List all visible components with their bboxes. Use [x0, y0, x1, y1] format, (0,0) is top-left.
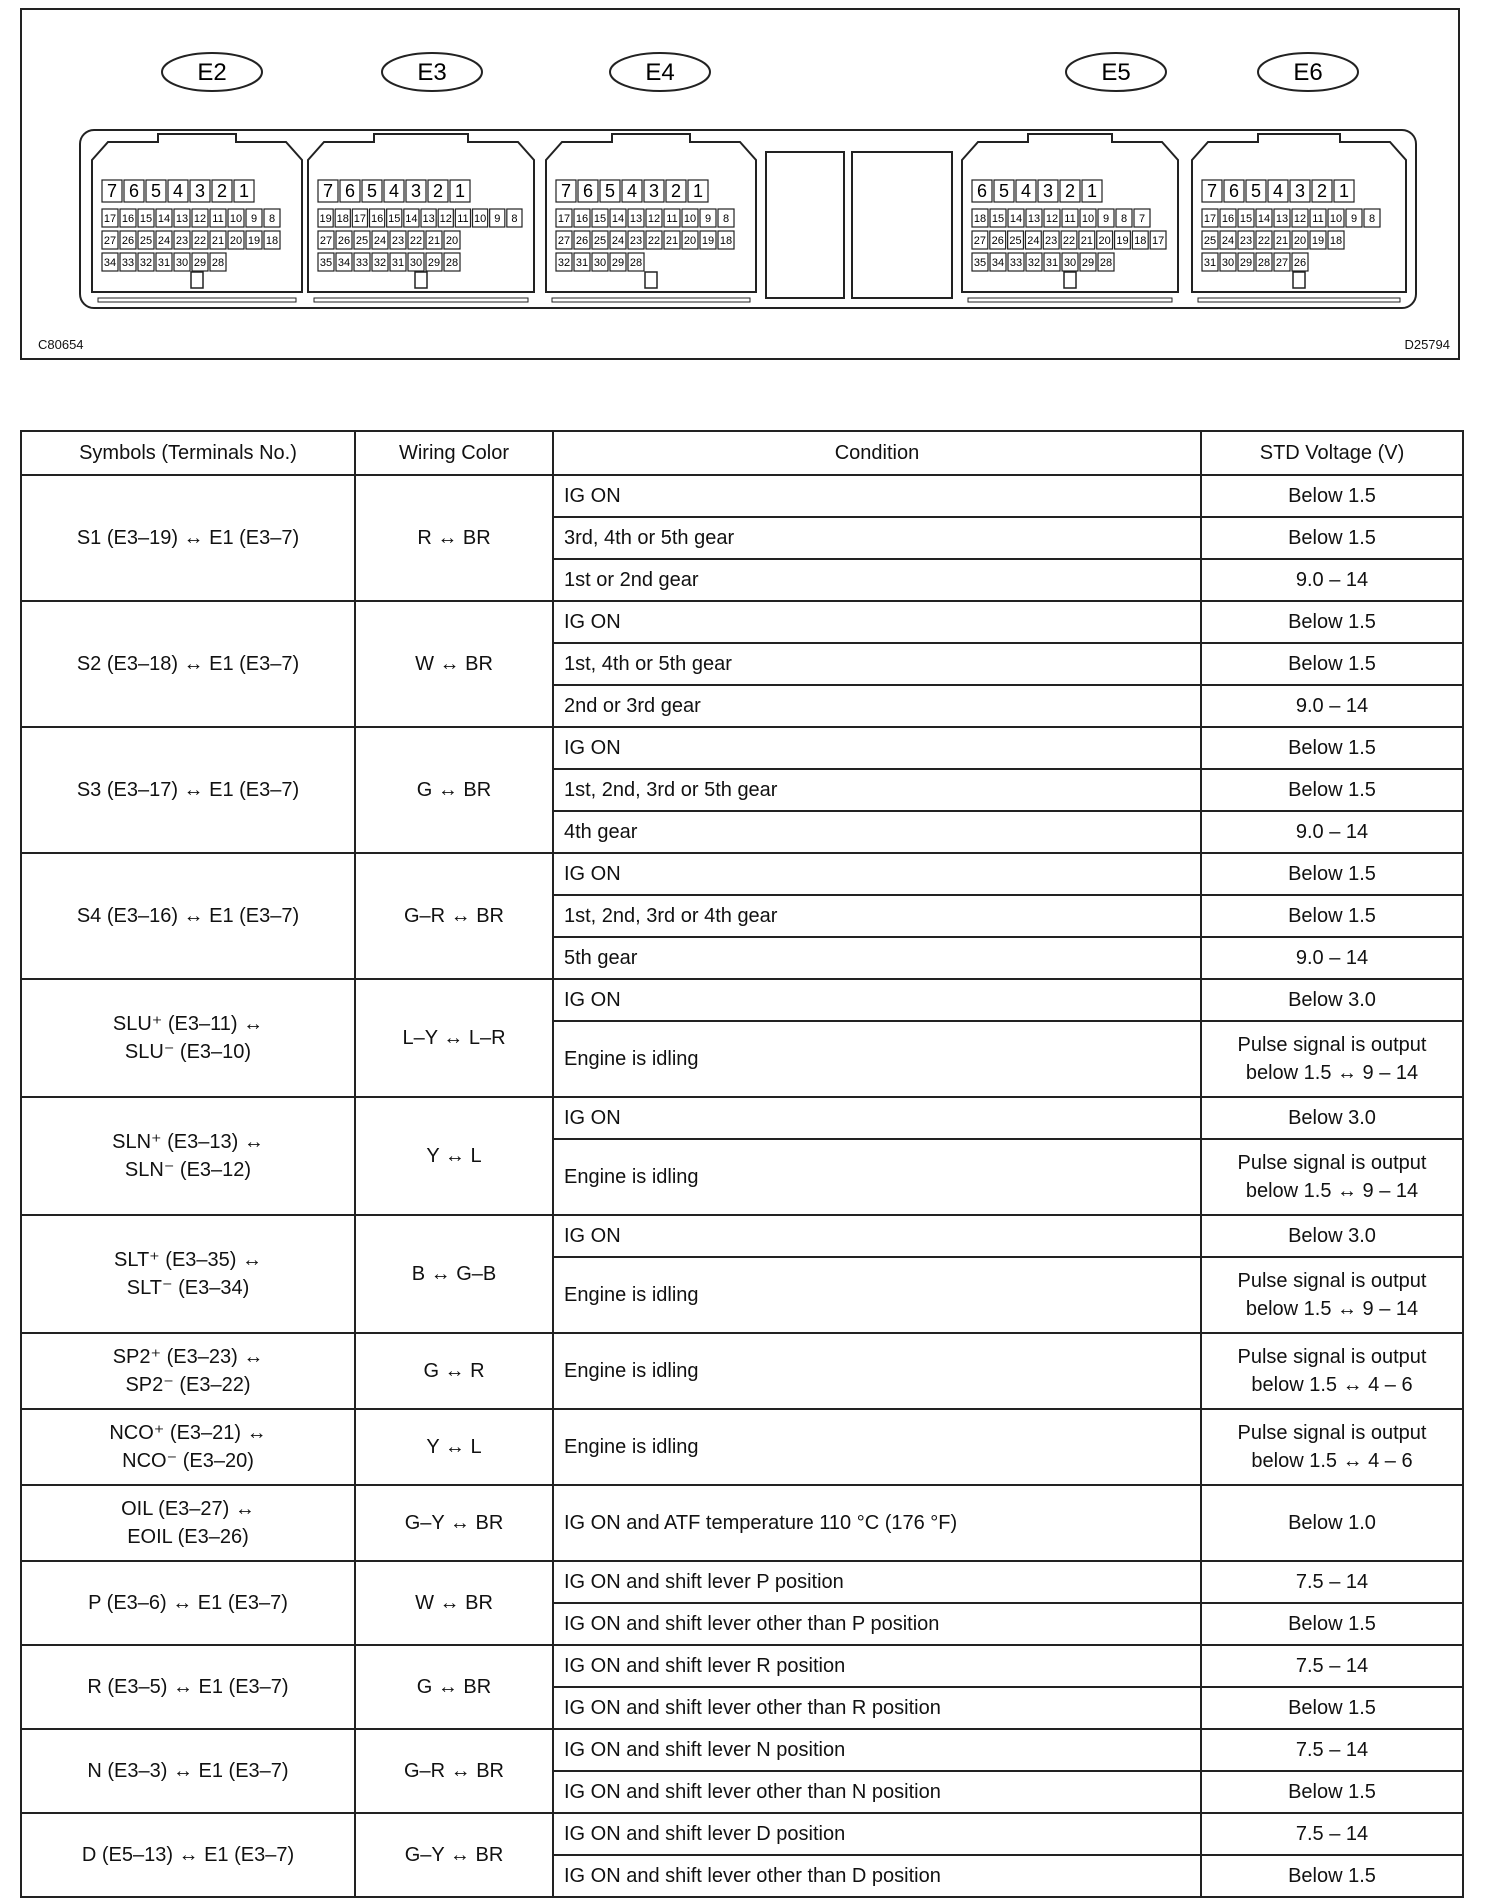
pin-number: 30: [175, 257, 189, 269]
pin-number: 17: [103, 213, 117, 225]
pin-number: 30: [1063, 257, 1077, 269]
pin-number: 28: [629, 257, 643, 269]
connector-label: E2: [197, 59, 227, 86]
pin-number: 35: [319, 257, 333, 269]
std-voltage-cell: 9.0 – 14: [1201, 685, 1463, 727]
pin-number: 34: [337, 257, 351, 269]
pin-number: 17: [1151, 235, 1165, 247]
std-voltage-cell: Below 3.0: [1201, 979, 1463, 1021]
pin-number: 14: [157, 213, 171, 225]
std-voltage-cell: Below 1.5: [1201, 1687, 1463, 1729]
pin-number: 5: [150, 181, 162, 201]
pin-number: 21: [665, 235, 679, 247]
connector-e5: [962, 53, 1178, 302]
table-row: [21, 1813, 1463, 1855]
condition-cell: IG ON and shift lever other than D position: [553, 1855, 1201, 1897]
empty-bay: [852, 152, 952, 298]
pin-number: 8: [1368, 213, 1376, 225]
pin-number: 33: [355, 257, 369, 269]
pin-number: 8: [511, 213, 518, 225]
wiring-color-cell: B ↔ G–B: [355, 1215, 553, 1333]
pin-number: 19: [1116, 235, 1129, 247]
condition-cell: IG ON: [553, 727, 1201, 769]
pin-number: 28: [445, 257, 459, 269]
pin-number: 32: [1027, 257, 1041, 269]
condition-cell: IG ON and shift lever N position: [553, 1729, 1201, 1771]
std-voltage-cell: Below 3.0: [1201, 1097, 1463, 1139]
pin-number: 4: [388, 181, 400, 201]
pin-number: 1: [454, 181, 466, 201]
pin-number: 21: [211, 235, 225, 247]
pin-number: 28: [1257, 257, 1271, 269]
wiring-color-cell: L–Y ↔ L–R: [355, 979, 553, 1097]
pin-number: 13: [1027, 213, 1041, 225]
condition-cell: IG ON: [553, 979, 1201, 1021]
condition-cell: IG ON and shift lever P position: [553, 1561, 1201, 1603]
header-symbols: Symbols (Terminals No.): [21, 431, 355, 475]
pin-number: 32: [557, 257, 571, 269]
terminal-voltage-table: [20, 430, 1464, 1898]
pin-number: 1: [692, 181, 704, 201]
connector-label: E4: [645, 59, 675, 86]
pin-number: 31: [391, 257, 405, 269]
pin-number: 7: [1206, 181, 1218, 201]
pin-number: 27: [973, 235, 987, 247]
symbol-cell: S2 (E3–18) ↔ E1 (E3–7): [21, 601, 355, 727]
pin-number: 29: [193, 257, 207, 269]
condition-cell: IG ON: [553, 1097, 1201, 1139]
pin-number: 6: [128, 181, 140, 201]
wiring-color-cell: W ↔ BR: [355, 1561, 553, 1645]
pin-number: 23: [1045, 235, 1058, 247]
table-row: [21, 475, 1463, 517]
condition-cell: IG ON and shift lever R position: [553, 1645, 1201, 1687]
connector-label: E6: [1293, 59, 1323, 86]
pin-number: 2: [1064, 181, 1076, 201]
pin-number: 24: [1221, 235, 1235, 247]
condition-cell: Engine is idling: [553, 1333, 1201, 1409]
table-row: [21, 1729, 1463, 1771]
pin-number: 34: [103, 257, 117, 269]
symbol-cell: SLN⁺ (E3–13) ↔ SLN⁻ (E3–12): [21, 1097, 355, 1215]
connector-label: E5: [1101, 59, 1131, 86]
pin-number: 30: [593, 257, 607, 269]
pin-number: 13: [422, 213, 435, 225]
header-wiring-color: Wiring Color: [355, 431, 553, 475]
pin-number: 14: [1009, 213, 1023, 225]
wiring-color-cell: Y ↔ L: [355, 1409, 553, 1485]
std-voltage-cell: Pulse signal is output below 1.5 ↔ 4 – 6: [1201, 1333, 1463, 1409]
condition-cell: IG ON: [553, 853, 1201, 895]
pin-number: 10: [1081, 213, 1095, 225]
pin-number: 6: [1228, 181, 1240, 201]
pin-number: 6: [344, 181, 356, 201]
symbol-cell: S1 (E3–19) ↔ E1 (E3–7): [21, 475, 355, 601]
pin-number: 19: [247, 235, 261, 247]
condition-cell: 1st or 2nd gear: [553, 559, 1201, 601]
pin-number: 28: [1099, 257, 1113, 269]
table-row: [21, 727, 1463, 769]
pin-number: 31: [157, 257, 171, 269]
pin-number: 3: [410, 181, 422, 201]
pin-number: 8: [268, 213, 276, 225]
connector-diagram: [20, 8, 1460, 360]
table-row: [21, 1645, 1463, 1687]
pin-number: 18: [1329, 235, 1343, 247]
pin-number: 12: [1293, 213, 1307, 225]
pin-number: 3: [1294, 181, 1306, 201]
pin-number: 11: [1312, 213, 1324, 225]
pin-number: 23: [629, 235, 643, 247]
pin-number: 22: [193, 235, 207, 247]
table-row: [21, 601, 1463, 643]
pin-number: 33: [1009, 257, 1023, 269]
pin-number: 4: [172, 181, 184, 201]
pin-number: 23: [391, 235, 405, 247]
pin-number: 24: [373, 235, 387, 247]
pin-number: 7: [1138, 213, 1146, 225]
pin-number: 12: [193, 213, 207, 225]
pin-number: 9: [704, 213, 712, 225]
pin-number: 27: [319, 235, 333, 247]
pin-number: 26: [121, 235, 135, 247]
pin-number: 25: [139, 235, 153, 247]
std-voltage-cell: Pulse signal is output below 1.5 ↔ 9 – 14: [1201, 1139, 1463, 1215]
std-voltage-cell: Pulse signal is output below 1.5 ↔ 9 – 14: [1201, 1257, 1463, 1333]
symbol-cell: NCO⁺ (E3–21) ↔ NCO⁻ (E3–20): [21, 1409, 355, 1485]
pin-number: 5: [604, 181, 616, 201]
pin-number: 34: [991, 257, 1005, 269]
pin-number: 9: [250, 213, 258, 225]
pin-number: 9: [1102, 213, 1110, 225]
table-header-row: [21, 431, 1463, 475]
pin-number: 24: [611, 235, 625, 247]
std-voltage-cell: Below 1.5: [1201, 853, 1463, 895]
figure-code-right: D25794: [1404, 337, 1450, 352]
pin-number: 9: [494, 213, 501, 225]
table-row: [21, 1409, 1463, 1485]
condition-cell: IG ON and shift lever other than N position: [553, 1771, 1201, 1813]
condition-cell: IG ON and shift lever D position: [553, 1813, 1201, 1855]
empty-bay: [766, 152, 844, 298]
condition-cell: IG ON: [553, 475, 1201, 517]
pin-number: 19: [319, 213, 332, 225]
pin-number: 25: [355, 235, 369, 247]
wiring-color-cell: G–R ↔ BR: [355, 853, 553, 979]
pin-number: 1: [1086, 181, 1098, 201]
std-voltage-cell: Below 1.5: [1201, 895, 1463, 937]
pin-number: 23: [175, 235, 189, 247]
std-voltage-cell: 7.5 – 14: [1201, 1813, 1463, 1855]
condition-cell: 5th gear: [553, 937, 1201, 979]
wiring-color-cell: G–Y ↔ BR: [355, 1813, 553, 1897]
connector-e3: [308, 53, 534, 302]
symbol-cell: R (E3–5) ↔ E1 (E3–7): [21, 1645, 355, 1729]
pin-number: 6: [582, 181, 594, 201]
pin-number: 18: [336, 213, 349, 225]
std-voltage-cell: 9.0 – 14: [1201, 811, 1463, 853]
pin-number: 11: [666, 213, 678, 225]
pin-number: 18: [973, 213, 987, 225]
symbol-cell: P (E3–6) ↔ E1 (E3–7): [21, 1561, 355, 1645]
pin-number: 13: [1275, 213, 1289, 225]
symbol-cell: S3 (E3–17) ↔ E1 (E3–7): [21, 727, 355, 853]
condition-cell: Engine is idling: [553, 1257, 1201, 1333]
pin-number: 29: [1239, 257, 1253, 269]
pin-number: 2: [1316, 181, 1328, 201]
pin-number: 4: [1272, 181, 1284, 201]
pin-number: 15: [1239, 213, 1253, 225]
pin-number: 22: [409, 235, 423, 247]
pin-number: 11: [212, 213, 224, 225]
symbol-cell: SLU⁺ (E3–11) ↔ SLU⁻ (E3–10): [21, 979, 355, 1097]
pin-number: 27: [1275, 257, 1289, 269]
header-condition: Condition: [553, 431, 1201, 475]
pin-number: 15: [388, 213, 401, 225]
symbol-cell: S4 (E3–16) ↔ E1 (E3–7): [21, 853, 355, 979]
pin-number: 14: [611, 213, 625, 225]
pin-number: 13: [175, 213, 189, 225]
pin-number: 18: [1134, 235, 1147, 247]
std-voltage-cell: Below 1.5: [1201, 601, 1463, 643]
std-voltage-cell: Below 1.5: [1201, 1603, 1463, 1645]
condition-cell: Engine is idling: [553, 1139, 1201, 1215]
pin-number: 15: [991, 213, 1005, 225]
pin-number: 16: [121, 213, 135, 225]
std-voltage-cell: Below 1.5: [1201, 1771, 1463, 1813]
symbol-cell: D (E5–13) ↔ E1 (E3–7): [21, 1813, 355, 1897]
pin-number: 20: [1293, 235, 1307, 247]
pin-number: 26: [337, 235, 351, 247]
pin-number: 17: [1203, 213, 1217, 225]
std-voltage-cell: 9.0 – 14: [1201, 937, 1463, 979]
std-voltage-cell: Below 3.0: [1201, 1215, 1463, 1257]
condition-cell: 1st, 2nd, 3rd or 5th gear: [553, 769, 1201, 811]
pin-number: 16: [370, 213, 384, 225]
pin-number: 28: [211, 257, 225, 269]
condition-cell: 3rd, 4th or 5th gear: [553, 517, 1201, 559]
connector-e2: [92, 53, 302, 302]
connector-e4: [546, 53, 756, 302]
pin-number: 12: [439, 213, 452, 225]
pin-number: 21: [1275, 235, 1289, 247]
condition-cell: 2nd or 3rd gear: [553, 685, 1201, 727]
table-row: [21, 979, 1463, 1021]
pin-number: 20: [229, 235, 243, 247]
condition-cell: Engine is idling: [553, 1021, 1201, 1097]
wiring-color-cell: G ↔ BR: [355, 727, 553, 853]
pin-number: 29: [1081, 257, 1095, 269]
std-voltage-cell: Below 1.5: [1201, 643, 1463, 685]
pin-number: 6: [976, 181, 988, 201]
symbol-cell: SLT⁺ (E3–35) ↔ SLT⁻ (E3–34): [21, 1215, 355, 1333]
pin-number: 22: [1257, 235, 1271, 247]
pin-number: 24: [157, 235, 171, 247]
table-row: [21, 1215, 1463, 1257]
condition-cell: IG ON and shift lever other than P position: [553, 1603, 1201, 1645]
std-voltage-cell: 7.5 – 14: [1201, 1561, 1463, 1603]
header-std-voltage: STD Voltage (V): [1201, 431, 1463, 475]
pin-number: 25: [1203, 235, 1217, 247]
pin-number: 12: [647, 213, 661, 225]
wiring-color-cell: G–R ↔ BR: [355, 1729, 553, 1813]
condition-cell: IG ON and ATF temperature 110 °C (176 °F): [553, 1485, 1201, 1561]
connector-label: E3: [417, 59, 447, 86]
condition-cell: Engine is idling: [553, 1409, 1201, 1485]
std-voltage-cell: Pulse signal is output below 1.5 ↔ 9 – 14: [1201, 1021, 1463, 1097]
pin-number: 5: [1250, 181, 1262, 201]
figure-code-left: C80654: [38, 337, 84, 352]
pin-number: 31: [575, 257, 589, 269]
pin-number: 32: [373, 257, 387, 269]
std-voltage-cell: 7.5 – 14: [1201, 1729, 1463, 1771]
pin-number: 25: [593, 235, 607, 247]
std-voltage-cell: Below 1.5: [1201, 517, 1463, 559]
pin-number: 14: [1257, 213, 1271, 225]
pin-number: 17: [557, 213, 571, 225]
pin-number: 25: [1009, 235, 1022, 247]
std-voltage-cell: Below 1.0: [1201, 1485, 1463, 1561]
pin-number: 33: [121, 257, 135, 269]
condition-cell: 1st, 2nd, 3rd or 4th gear: [553, 895, 1201, 937]
symbol-cell: N (E3–3) ↔ E1 (E3–7): [21, 1729, 355, 1813]
pin-number: 1: [1338, 181, 1350, 201]
std-voltage-cell: Pulse signal is output below 1.5 ↔ 4 – 6: [1201, 1409, 1463, 1485]
pin-number: 22: [647, 235, 661, 247]
connector-drawing: [22, 10, 1458, 358]
pin-number: 4: [626, 181, 638, 201]
std-voltage-cell: Below 1.5: [1201, 1855, 1463, 1897]
pin-number: 26: [991, 235, 1004, 247]
pin-number: 2: [670, 181, 682, 201]
pin-number: 11: [457, 213, 469, 225]
pin-number: 32: [139, 257, 153, 269]
symbol-cell: OIL (E3–27) ↔ EOIL (E3–26): [21, 1485, 355, 1561]
condition-cell: 1st, 4th or 5th gear: [553, 643, 1201, 685]
pin-number: 8: [1120, 213, 1128, 225]
table-row: [21, 1485, 1463, 1561]
pin-number: 7: [322, 181, 334, 201]
pin-number: 10: [1329, 213, 1343, 225]
pin-number: 21: [1080, 235, 1093, 247]
pin-number: 30: [409, 257, 423, 269]
pin-number: 10: [683, 213, 697, 225]
pin-number: 11: [1064, 213, 1076, 225]
pin-number: 4: [1020, 181, 1032, 201]
pin-number: 13: [629, 213, 643, 225]
table-row: [21, 853, 1463, 895]
wiring-color-cell: R ↔ BR: [355, 475, 553, 601]
condition-cell: IG ON: [553, 1215, 1201, 1257]
pin-number: 22: [1062, 235, 1076, 247]
pin-number: 15: [139, 213, 153, 225]
pin-number: 12: [1045, 213, 1059, 225]
pin-number: 23: [1239, 235, 1253, 247]
pin-number: 35: [973, 257, 987, 269]
condition-cell: 4th gear: [553, 811, 1201, 853]
condition-cell: IG ON: [553, 601, 1201, 643]
pin-number: 10: [229, 213, 243, 225]
pin-number: 26: [1293, 257, 1307, 269]
symbol-cell: SP2⁺ (E3–23) ↔ SP2⁻ (E3–22): [21, 1333, 355, 1409]
wiring-color-cell: G ↔ R: [355, 1333, 553, 1409]
wiring-color-cell: Y ↔ L: [355, 1097, 553, 1215]
std-voltage-cell: Below 1.5: [1201, 475, 1463, 517]
std-voltage-cell: 9.0 – 14: [1201, 559, 1463, 601]
pin-number: 19: [701, 235, 715, 247]
pin-number: 15: [593, 213, 607, 225]
pin-number: 29: [427, 257, 441, 269]
std-voltage-cell: Below 1.5: [1201, 769, 1463, 811]
pin-number: 18: [265, 235, 279, 247]
pin-number: 2: [216, 181, 228, 201]
condition-cell: IG ON and shift lever other than R position: [553, 1687, 1201, 1729]
pin-number: 20: [1098, 235, 1111, 247]
pin-number: 1: [238, 181, 250, 201]
pin-number: 17: [353, 213, 367, 225]
pin-number: 19: [1311, 235, 1325, 247]
pin-number: 14: [405, 213, 418, 225]
pin-number: 7: [106, 181, 118, 201]
table-row: [21, 1097, 1463, 1139]
pin-number: 16: [1221, 213, 1235, 225]
pin-number: 24: [1027, 235, 1040, 247]
table-row: [21, 1333, 1463, 1409]
pin-number: 30: [1221, 257, 1235, 269]
pin-number: 26: [575, 235, 589, 247]
pin-number: 27: [103, 235, 117, 247]
std-voltage-cell: Below 1.5: [1201, 727, 1463, 769]
pin-number: 20: [445, 235, 459, 247]
pin-number: 10: [473, 213, 487, 225]
pin-number: 3: [1042, 181, 1054, 201]
pin-number: 31: [1203, 257, 1217, 269]
pin-number: 31: [1045, 257, 1059, 269]
pin-number: 2: [432, 181, 444, 201]
std-voltage-cell: 7.5 – 14: [1201, 1645, 1463, 1687]
pin-number: 3: [194, 181, 206, 201]
pin-number: 29: [611, 257, 625, 269]
pin-number: 21: [427, 235, 441, 247]
pin-number: 8: [722, 213, 730, 225]
wiring-color-cell: G–Y ↔ BR: [355, 1485, 553, 1561]
table-row: [21, 1561, 1463, 1603]
pin-number: 18: [719, 235, 733, 247]
pin-number: 16: [575, 213, 589, 225]
wiring-color-cell: G ↔ BR: [355, 1645, 553, 1729]
pin-number: 20: [683, 235, 697, 247]
pin-number: 3: [648, 181, 660, 201]
pin-number: 5: [366, 181, 378, 201]
connector-e6: [1192, 53, 1406, 302]
pin-number: 7: [560, 181, 572, 201]
wiring-color-cell: W ↔ BR: [355, 601, 553, 727]
pin-number: 9: [1350, 213, 1358, 225]
pin-number: 5: [998, 181, 1010, 201]
pin-number: 27: [557, 235, 571, 247]
